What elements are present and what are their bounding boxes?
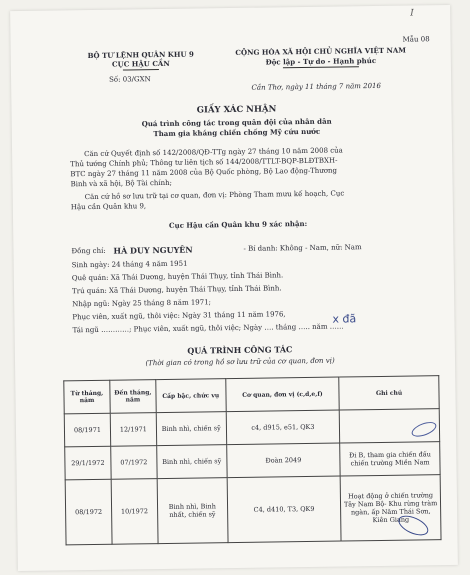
residence: Trú quán: Xã Thái Dương, huyện Thái Thụy, tỉnh Thái Bình. — [71, 284, 282, 296]
column-header: Ghi chú — [339, 376, 439, 410]
table-cell: 08/1972 — [65, 479, 112, 545]
motto: Độc lập - Tự do - Hạnh phúc — [265, 55, 377, 67]
comrade-label: Đồng chí: — [71, 246, 106, 256]
table-row — [64, 409, 439, 447]
place-date: Cần Thơ, ngày 11 tháng 7 năm 2016 — [251, 81, 381, 92]
column-header: Đến tháng, năm — [110, 380, 156, 414]
motto-underline — [283, 66, 359, 68]
confirm-heading: Cục Hậu cần Quân khu 9 xác nhận: — [168, 218, 308, 230]
hometown: Quê quán: Xã Thái Dương, huyện Thái Thụy, tỉnh Thái Bình. — [71, 271, 284, 283]
table-header-row — [64, 376, 439, 414]
subtitle-2: Tham gia kháng chiến chống Mỹ cứu nước — [153, 126, 321, 139]
table-row — [65, 442, 440, 480]
table-cell: Binh nhì, Binh nhất, chiến sỹ — [157, 478, 228, 544]
enlist-date: Nhập ngũ: Ngày 25 tháng 8 năm 1971; — [72, 298, 212, 309]
org-line-1: BỘ TƯ LỆNH QUÂN KHU 9 — [87, 49, 194, 61]
table-cell: Hoạt động ở chiến trường Tây Nam Bộ- Khu rừng tràm ngàn, ấp Năm Thái Sơn, Kiên Giang — [340, 475, 441, 541]
date-of-birth: Sinh ngày: 24 tháng 4 năm 1951 — [71, 259, 188, 270]
form-number: Mẫu 08 — [402, 35, 430, 44]
table-cell: 29/1/1972 — [65, 446, 111, 480]
org-underline — [123, 69, 159, 71]
table-cell: C4, d410, T3, QK9 — [227, 476, 342, 543]
column-header: Cấp bậc, chức vụ — [156, 379, 226, 413]
basis-line: Căn cứ Quyết định số 142/2008/QĐ-TTg ngày 27 tháng 10 năm 2008 của — [84, 146, 343, 159]
basis-line: Hậu cần Quân khu 9, — [70, 202, 147, 212]
handwritten-note: x đã — [332, 312, 357, 326]
table-cell: c4, d915, e51, QK3 — [226, 410, 340, 445]
nation-header: CỘNG HÒA XÃ HỘI CHỦ NGHĨA VIỆT NAM — [235, 45, 407, 57]
table-cell: 08/1971 — [64, 413, 110, 447]
document-number: Số: 03/GXN — [109, 75, 151, 84]
table-cell: 07/1972 — [111, 446, 157, 480]
comrade-name: HÀ DUY NGUYÊN — [113, 244, 193, 256]
subtitle-1: Quá trình công tác trong quân đội của nhân dân — [141, 116, 332, 129]
discharge-date: Phục viên, xuất ngũ, thôi việc: Ngày 31 tháng 11 năm 1976, — [72, 310, 286, 322]
process-title: QUÁ TRÌNH CÔNG TÁC — [187, 344, 293, 356]
table-row — [65, 475, 441, 545]
org-line-2: CỤC HẬU CẦN — [111, 58, 170, 69]
table-cell: Đi B, tham gia chiến đấu chiến trường Miền Nam — [340, 442, 440, 476]
document-page — [10, 5, 458, 571]
basis-line: Căn cứ hồ sơ lưu trữ tại cơ quan, đơn vị: Phòng Tham mưu kế hoạch, Cục — [84, 189, 345, 202]
basis-line: BTC ngày 27 tháng 11 năm 2008 của Bộ Quốc phòng, Bộ Lao động-Thương — [70, 166, 337, 179]
corner-mark: I — [410, 8, 414, 19]
document-title: GIẤY XÁC NHẬN — [196, 104, 277, 116]
basis-line: Binh và xã hội, Bộ Tài chính; — [70, 178, 173, 189]
table-cell: 10/1972 — [111, 479, 158, 545]
basis-line: Thủ tướng Chính phủ; Thông tư liên tịch số 144/2008/TTLT-BQP-BLĐTBXH- — [70, 156, 338, 169]
table-cell: Binh nhì, chiến sỹ — [156, 412, 226, 446]
alias-gender: - Bí danh: Không - Nam, nữ: Nam — [243, 243, 362, 253]
table-cell: 12/1971 — [110, 413, 156, 447]
service-history-table — [63, 375, 441, 545]
process-note: (Thời gian có trong hồ sơ lưu trữ của cơ quan, đơn vị) — [145, 356, 335, 368]
table-cell: Đoàn 2049 — [226, 443, 340, 478]
table-cell: Binh nhì, chiến sỹ — [157, 445, 227, 479]
reenlist-line: Tái ngũ …………; Phục viên, xuất ngũ, thôi việc; Ngày …. tháng ….. năm …… — [72, 322, 344, 335]
column-header: Cơ quan, đơn vị (c,d,e,f) — [225, 377, 339, 412]
column-header: Từ tháng, năm — [64, 380, 110, 414]
